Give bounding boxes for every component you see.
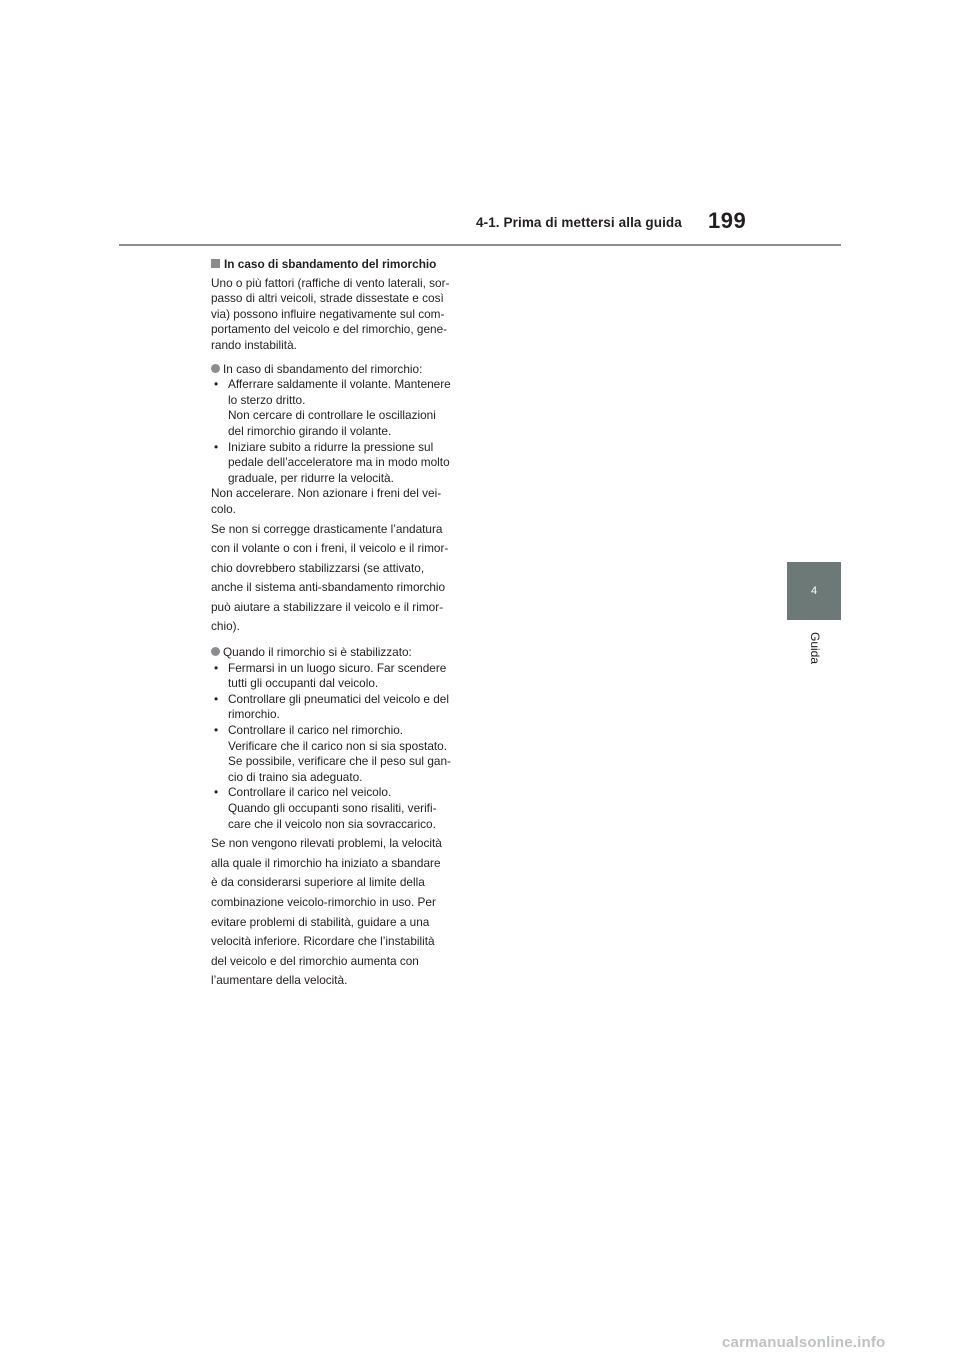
- circle-bullet-icon: [211, 647, 220, 656]
- text-line: Iniziare subito a ridurre la pressione sul: [228, 439, 434, 454]
- text-line: Se possibile, verificare che il peso sul gan-: [228, 754, 451, 769]
- text-line: combinazione veicolo-rimorchio in uso. Per: [211, 894, 436, 909]
- text-line: rimorchio.: [228, 707, 280, 722]
- list-item: [211, 440, 473, 487]
- text-line: passo di altri veicoli, strade dissestate e così: [211, 291, 444, 306]
- circle-item-stabilized: [211, 645, 473, 661]
- chapter-tab: 4: [787, 562, 841, 620]
- list-item-text: [228, 377, 473, 439]
- bullet-dot-icon: •: [214, 691, 219, 706]
- intro-paragraph: [211, 276, 473, 354]
- text-line: evitare problemi di stabilità, guidare a una: [211, 914, 430, 929]
- bullet-dot-icon: •: [214, 785, 219, 800]
- text-line: portamento del veicolo e del rimorchio, gene-: [211, 322, 448, 337]
- bullet-dot-icon: •: [214, 660, 219, 675]
- list-item-text: [228, 692, 473, 723]
- speed-paragraph: [211, 834, 473, 991]
- text-line: care che il veicolo non sia sovraccarico.: [228, 816, 436, 831]
- text-line: pedale dell’acceleratore ma in modo molto: [228, 455, 450, 470]
- text-line: via) possono influire negativamente sul com-: [211, 306, 445, 321]
- text-line: Controllare il carico nel veicolo.: [228, 785, 392, 800]
- section-heading: [211, 257, 473, 273]
- text-line: alla quale il rimorchio ha iniziato a sbandare: [211, 855, 441, 870]
- main-content: [211, 257, 473, 991]
- text-line: del rimorchio girando il volante.: [228, 423, 392, 438]
- list-item: [211, 692, 473, 723]
- bullet-dot-icon: •: [214, 723, 219, 738]
- chapter-name: Guida: [808, 632, 822, 665]
- list-item: [211, 785, 473, 832]
- circle-item-sway: [211, 362, 473, 378]
- text-line: Afferrare saldamente il volante. Mantenere: [228, 377, 451, 392]
- stabilize-paragraph: [211, 520, 473, 638]
- bullet-dot-icon: •: [214, 377, 219, 392]
- text-line: l’aumentare della velocità.: [211, 973, 348, 988]
- text-line: Uno o più fattori (raffiche di vento laterali, sor-: [211, 275, 450, 290]
- text-line: chio dovrebbero stabilizzarsi (se attivato,: [211, 560, 425, 575]
- list-item: [211, 723, 473, 785]
- text-line: Controllare il carico nel rimorchio.: [228, 723, 404, 738]
- text-line: Non cercare di controllare le oscillazioni: [228, 408, 436, 423]
- list-item-text: [228, 723, 473, 785]
- text-line: chio).: [211, 619, 240, 634]
- list-item-text: [228, 785, 473, 832]
- text-line: Controllare gli pneumatici del veicolo e del: [228, 691, 449, 706]
- list-item: [211, 377, 473, 439]
- watermark-text: carmanualsonline.info: [722, 1334, 886, 1351]
- page-number: 199: [708, 208, 747, 233]
- text-line: può aiutare a stabilizzare il veicolo e il rimor-: [211, 599, 444, 614]
- list-item-text: [228, 661, 473, 692]
- text-line: velocità inferiore. Ricordare che l’instabilità: [211, 934, 435, 949]
- text-line: graduale, per ridurre la velocità.: [228, 470, 394, 485]
- text-line: del veicolo e del rimorchio aumenta con: [211, 953, 419, 968]
- circle-bullet-icon: [211, 364, 220, 373]
- text-line: tutti gli occupanti dal veicolo.: [228, 676, 379, 691]
- text-line: rando instabilità.: [211, 337, 297, 352]
- text-line: colo.: [211, 501, 236, 516]
- square-bullet-icon: [211, 259, 220, 268]
- text-line: è da considerarsi superiore al limite della: [211, 875, 425, 890]
- text-line: Se non si corregge drasticamente l’andatura: [211, 521, 443, 536]
- text-line: Verificare che il carico non si sia spostato.: [228, 738, 448, 753]
- chapter-label: [786, 630, 842, 670]
- text-line: Fermarsi in un luogo sicuro. Far scendere: [228, 660, 447, 675]
- list-item-text: [228, 440, 473, 487]
- bullet-dot-icon: •: [214, 439, 219, 454]
- text-line: Quando gli occupanti sono risaliti, verifi-: [228, 801, 437, 815]
- text-line: anche il sistema anti-sbandamento rimorchio: [211, 580, 446, 595]
- text-line: Non accelerare. Non azionare i freni del vei-: [211, 486, 442, 501]
- note-paragraph: [211, 486, 473, 517]
- circle-item-lead: Quando il rimorchio si è stabilizzato:: [223, 645, 412, 660]
- circle-item-lead: In caso di sbandamento del rimorchio:: [223, 361, 423, 376]
- text-line: Se non vengono rilevati problemi, la velocità: [211, 836, 442, 851]
- text-line: lo sterzo dritto.: [228, 392, 306, 407]
- header-section-title: 4-1. Prima di mettersi alla guida: [476, 215, 682, 230]
- section-heading-text: In caso di sbandamento del rimorchio: [224, 257, 437, 271]
- text-line: con il volante o con i freni, il veicolo e il rimor-: [211, 541, 449, 556]
- text-line: cio di traino sia adeguato.: [228, 769, 363, 784]
- list-item: [211, 661, 473, 692]
- header-divider: [119, 244, 841, 246]
